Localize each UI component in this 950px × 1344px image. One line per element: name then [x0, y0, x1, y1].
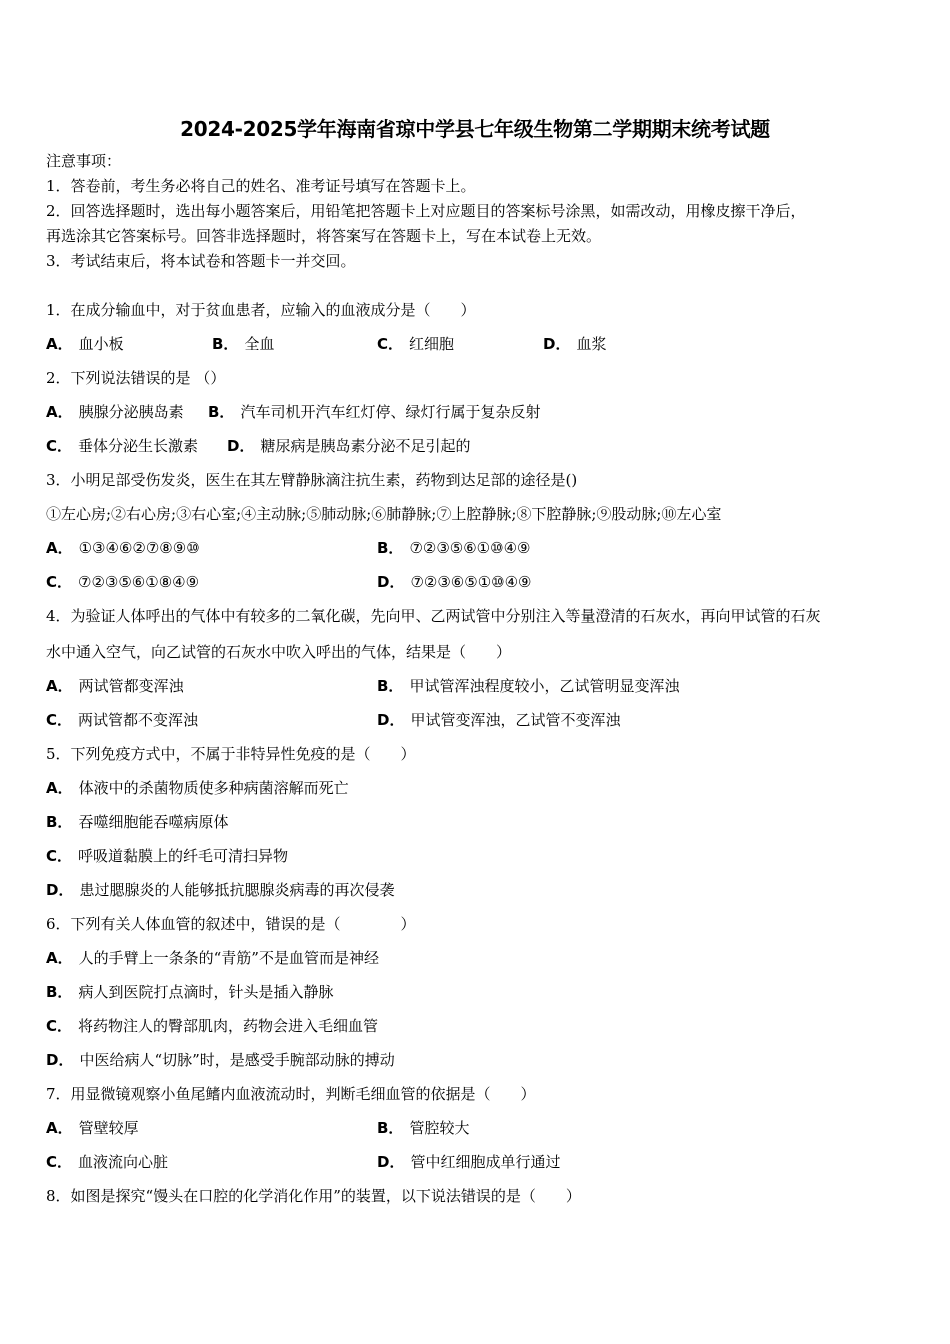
notice-item: 再选涂其它答案标号。回答非选择题时，将答案写在答题卡上，写在本试卷上无效。: [46, 227, 602, 245]
option-7-c[interactable]: [46, 1153, 168, 1171]
option-label: B．: [212, 335, 239, 353]
question-1-stem: 1．在成分输血中，对于贫血患者，应输入的血液成分是（ ）: [46, 301, 476, 319]
option-label: B．: [377, 1119, 404, 1137]
option-text: 吞噬细胞能吞噬病原体: [78, 813, 229, 831]
option-1-a[interactable]: [46, 335, 124, 353]
option-label: D．: [377, 711, 405, 729]
question-3-legend: ①左心房;②右心房;③右心室;④主动脉;⑤肺动脉;⑥肺静脉;⑦上腔静脉;⑧下腔静脉;⑨股动脉;⑩左心室: [46, 505, 722, 523]
question-6-stem: 6．下列有关人体血管的叙述中，错误的是（ ）: [46, 915, 416, 933]
notice-heading: 注意事项：: [46, 152, 122, 170]
option-2-b[interactable]: [208, 403, 540, 421]
question-8-stem: 8．如图是探究“馒头在口腔的化学消化作用”的装置，以下说法错误的是（ ）: [46, 1187, 581, 1205]
option-label: D．: [377, 1153, 405, 1171]
option-4-c[interactable]: [46, 711, 198, 729]
question-2-stem: 2．下列说法错误的是 （）: [46, 369, 226, 387]
option-label: B．: [377, 539, 404, 557]
option-label: B．: [46, 983, 73, 1001]
option-3-d[interactable]: [377, 573, 531, 591]
option-label: A．: [46, 1119, 73, 1137]
option-2-c[interactable]: [46, 437, 198, 455]
option-label: C．: [46, 573, 73, 591]
question-4-stem-continued: 水中通入空气，向乙试管的石灰水中吹入呼出的气体，结果是（ ）: [46, 643, 512, 661]
option-3-a[interactable]: [46, 539, 200, 557]
option-text: 垂体分泌生长激素: [78, 437, 199, 455]
option-text: ⑦②③⑤⑥①⑧④⑨: [78, 573, 200, 591]
option-text: 两试管都不变浑浊: [78, 711, 199, 729]
option-4-a[interactable]: [46, 677, 184, 695]
option-text: 将药物注人的臀部肌肉，药物会进入毛细血管: [78, 1017, 379, 1035]
option-text: 中医给病人“切脉”时，是感受手腕部动脉的搏动: [79, 1051, 395, 1069]
option-text: ①③④⑥②⑦⑧⑨⑩: [78, 539, 200, 557]
option-text: 管腔较大: [409, 1119, 470, 1137]
option-text: 管中红细胞成单行通过: [410, 1153, 561, 1171]
option-text: 血液流向心脏: [78, 1153, 169, 1171]
option-text: 血浆: [576, 335, 607, 353]
option-text: 人的手臂上一条条的“青筋”不是血管而是神经: [78, 949, 379, 967]
option-label: D．: [377, 573, 405, 591]
notice-item: 2．回答选择题时，选出每小题答案后，用铅笔把答题卡上对应题目的答案标号涂黑，如需改动，用橡皮擦干净后，: [46, 202, 806, 220]
option-2-a[interactable]: [46, 403, 184, 421]
question-7-stem: 7．用显微镜观察小鱼尾鳍内血液流动时，判断毛细血管的依据是（ ）: [46, 1085, 536, 1103]
option-text: 两试管都变浑浊: [78, 677, 184, 695]
option-5-c[interactable]: [46, 847, 288, 865]
question-3-stem: 3．小明足部受伤发炎，医生在其左臂静脉滴注抗生素，药物到达足部的途径是(): [46, 471, 578, 489]
option-label: C．: [46, 437, 73, 455]
option-4-d[interactable]: [377, 711, 620, 729]
option-label: D．: [227, 437, 255, 455]
option-text: 血小板: [78, 335, 124, 353]
option-label: C．: [46, 1153, 73, 1171]
option-label: A．: [46, 779, 73, 797]
option-label: B．: [377, 677, 404, 695]
option-text: 呼吸道黏膜上的纤毛可清扫异物: [78, 847, 289, 865]
question-4-stem: 4．为验证人体呼出的气体中有较多的二氧化碳，先向甲、乙两试管中分别注入等量澄清的石灰水，再向甲试管的石灰: [46, 607, 821, 625]
option-label: B．: [46, 813, 73, 831]
option-6-a[interactable]: [46, 949, 379, 967]
option-label: A．: [46, 539, 73, 557]
option-text: 全血: [244, 335, 275, 353]
option-5-d[interactable]: [46, 881, 394, 899]
option-label: D．: [543, 335, 571, 353]
option-text: 病人到医院打点滴时，针头是插入静脉: [78, 983, 334, 1001]
option-text: 甲试管浑浊程度较小，乙试管明显变浑浊: [409, 677, 680, 695]
option-label: A．: [46, 403, 73, 421]
option-4-b[interactable]: [377, 677, 679, 695]
option-1-d[interactable]: [543, 335, 606, 353]
option-text: 体液中的杀菌物质使多种病菌溶解而死亡: [78, 779, 349, 797]
notice-item: 3．考试结束后，将本试卷和答题卡一并交回。: [46, 252, 356, 270]
option-5-a[interactable]: [46, 779, 349, 797]
option-label: C．: [46, 1017, 73, 1035]
option-5-b[interactable]: [46, 813, 228, 831]
option-text: 患过腮腺炎的人能够抵抗腮腺炎病毒的再次侵袭: [79, 881, 395, 899]
option-label: C．: [46, 847, 73, 865]
option-6-d[interactable]: [46, 1051, 395, 1069]
option-label: A．: [46, 677, 73, 695]
option-text: ⑦②③⑤⑥①⑩④⑨: [409, 539, 531, 557]
option-text: 管壁较厚: [78, 1119, 139, 1137]
option-2-d[interactable]: [227, 437, 470, 455]
notice-item: 1．答卷前，考生务必将自己的姓名、准考证号填写在答题卡上。: [46, 177, 476, 195]
option-text: 红细胞: [409, 335, 455, 353]
option-6-c[interactable]: [46, 1017, 378, 1035]
question-5-stem: 5．下列免疫方式中，不属于非特异性免疫的是（ ）: [46, 745, 416, 763]
option-label: A．: [46, 335, 73, 353]
option-label: C．: [46, 711, 73, 729]
page-title: 2024-2025学年海南省琼中学县七年级生物第二学期期末统考试题: [180, 117, 770, 141]
option-label: C．: [377, 335, 404, 353]
option-label: B．: [208, 403, 235, 421]
option-text: 汽车司机开汽车红灯停、绿灯行属于复杂反射: [240, 403, 541, 421]
option-6-b[interactable]: [46, 983, 333, 1001]
option-7-b[interactable]: [377, 1119, 469, 1137]
option-1-b[interactable]: [212, 335, 274, 353]
option-label: D．: [46, 881, 74, 899]
option-label: A．: [46, 949, 73, 967]
option-3-c[interactable]: [46, 573, 199, 591]
option-text: 甲试管变浑浊，乙试管不变浑浊: [410, 711, 621, 729]
option-1-c[interactable]: [377, 335, 454, 353]
option-label: D．: [46, 1051, 74, 1069]
option-text: ⑦②③⑥⑤①⑩④⑨: [410, 573, 532, 591]
option-text: 糖尿病是胰岛素分泌不足引起的: [260, 437, 471, 455]
option-text: 胰腺分泌胰岛素: [78, 403, 184, 421]
option-7-a[interactable]: [46, 1119, 139, 1137]
option-3-b[interactable]: [377, 539, 530, 557]
option-7-d[interactable]: [377, 1153, 560, 1171]
